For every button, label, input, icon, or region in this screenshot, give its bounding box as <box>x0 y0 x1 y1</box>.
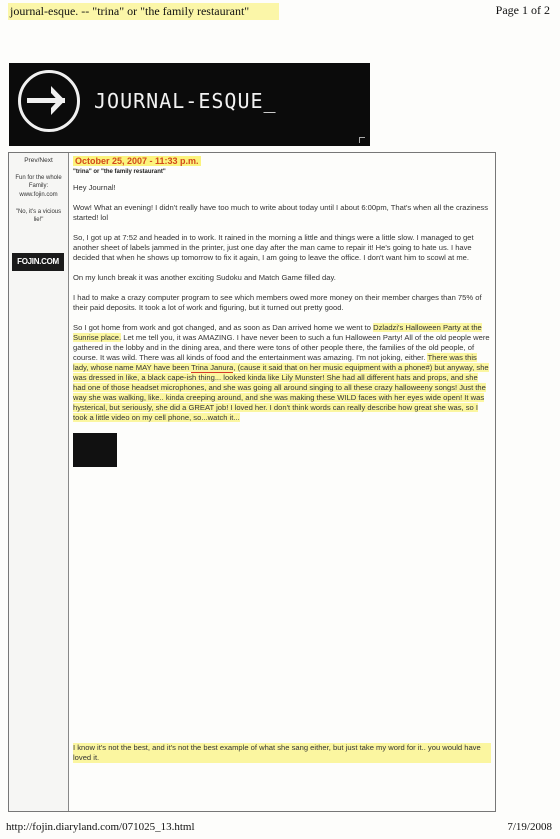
fojin-badge-text: FOJIN.COM <box>17 257 59 266</box>
site-title: JOURNAL-ESQUE_ <box>94 89 277 113</box>
highlighted-place: Dzladzi's Halloween Party at the Sunrise place. <box>73 323 482 342</box>
entry-text: Let me tell you, it was AMAZING. I have never been to such a fun Halloween Party! All of the old people were gathered in the lobby and in the dining area, and there were tons of other people there, the families of the old people, of course. It was wild. There was all kinds of food and the entertainment was amazing. I'm not joking, either. <box>73 333 490 362</box>
entry-content <box>71 153 495 811</box>
print-footer-date: 7/19/2008 <box>507 821 552 833</box>
sidebar <box>9 153 69 811</box>
entry-paragraph: So, I got up at 7:52 and headed in to work. It rained in the morning a little and things were a little slow. I managed to get another sheet of labels jammed in the printer, just one day after the man came to repair it! He's going to hate us. I have decided that when he shows up tomorrow to fix it again, I am going to leave the office. I don't want him to scowl at me. <box>73 233 474 262</box>
entry-closing: I know it's not the best, and it's not the best example of what she sang either, but just take my word for it.. you would have loved it. <box>73 743 491 763</box>
entry-date: October 25, 2007 - 11:33 p.m. <box>75 156 199 166</box>
entry-paragraph <box>73 323 492 423</box>
underlined-name: Trina Janura <box>191 363 234 372</box>
highlighted-text: , (cause it said that on her music equipment with a phone#) but anyway, she was dressed in like, a black cape-ish thing... looked kinda like Lily Munster! She had all different hats and props, and she had one of those headset microphones, and she was going all around singing to all these crazy halloweeny songs! Just the way she was walking, like.. kinda creeping around, and she was making these WILD faces with her eyes wide open! It was hysterical, but seriously, she did a GREAT job! I loved her. I don't think words can really describe how great she was, so I took a little video on my cell phone, so...watch it... <box>73 363 489 422</box>
page-layout <box>8 152 496 812</box>
entry-paragraph: On my lunch break it was another exciting Sudoku and Match Game filled day. <box>73 273 336 282</box>
fojin-badge-link[interactable] <box>12 253 64 271</box>
entry-text: So I got home from work and got changed, and as soon as Dan arrived home we went to <box>73 323 374 332</box>
arrow-circle-logo-icon <box>18 70 80 132</box>
prev-next-link[interactable]: Prev/Next <box>24 157 53 164</box>
entry-paragraph: I had to make a crazy computer program to see which members owed more money on their member charges than 75% of their paid deposits. It took a lot of work and figuring, but it turned out pretty good. <box>73 293 482 312</box>
print-header-title: journal-esque. -- "trina" or "the family restaurant" <box>8 3 279 20</box>
entry-subtitle: "trina" or "the family restaurant" <box>73 169 166 175</box>
sidebar-quote: "No, it's a vicious lie!" <box>15 209 62 223</box>
site-banner[interactable] <box>9 63 370 146</box>
print-header-page: Page 1 of 2 <box>495 3 550 17</box>
entry-paragraph: Wow! What an evening! I didn't really have too much to write about today until I about 6:00pm, That's when all the craziness started! lol <box>73 203 489 222</box>
print-footer-url: http://fojin.diaryland.com/071025_13.html <box>6 821 195 833</box>
sidebar-url-link[interactable]: www.fojin.com <box>19 192 58 198</box>
video-player[interactable] <box>73 433 117 467</box>
sidebar-tagline: Fun for the whole Family: <box>15 175 62 189</box>
entry-greeting: Hey Journal! <box>73 183 116 192</box>
corner-mark-icon <box>359 137 365 143</box>
highlighted-text: There was this lady, whose name MAY have been <box>73 353 477 372</box>
